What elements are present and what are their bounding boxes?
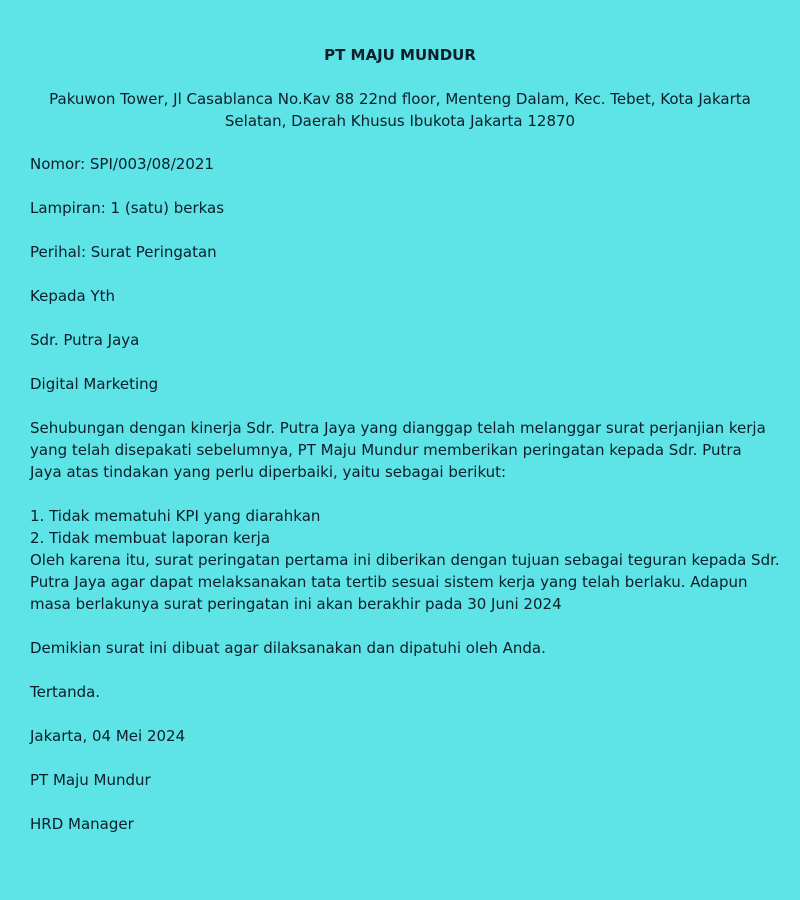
signer-company: PT Maju Mundur [30, 771, 151, 789]
address-line: Pakuwon Tower, Jl Casablanca No.Kav 88 22nd floor, Menteng Dalam, Kec. Tebet, Kota Jakarta [49, 90, 751, 108]
attachment: Lampiran: 1 (satu) berkas [30, 199, 225, 217]
recipient-name: Sdr. Putra Jaya [30, 331, 140, 349]
violation-item: 1. Tidak mematuhi KPI yang diarahkan [30, 507, 321, 525]
recipient-position: Digital Marketing [30, 375, 159, 393]
paragraph-line: Oleh karena itu, surat peringatan pertama ini diberikan dengan tujuan sebagai teguran kepada Sdr. [30, 551, 780, 569]
paragraph-line: Sehubungan dengan kinerja Sdr. Putra Jaya yang dianggap telah melanggar surat perjanjian kerja [30, 419, 766, 437]
subject: Perihal: Surat Peringatan [30, 243, 217, 261]
paragraph-line: yang telah disepakati sebelumnya, PT Maju Mundur memberikan peringatan kepada Sdr. Putra [30, 441, 742, 459]
letter-number: Nomor: SPI/003/08/2021 [30, 155, 214, 173]
paragraph-line: masa berlakunya surat peringatan ini akan berakhir pada 30 Juni 2024 [30, 595, 562, 613]
company-title: PT MAJU MUNDUR [324, 46, 476, 64]
opening-paragraph [30, 417, 790, 483]
consequence-paragraph [30, 549, 790, 615]
closing-sentence: Demikian surat ini dibuat agar dilaksanakan dan dipatuhi oleh Anda. [30, 639, 546, 657]
company-address [0, 88, 800, 132]
address-line: Selatan, Daerah Khusus Ibukota Jakarta 12870 [224, 112, 576, 130]
paragraph-line: Jaya atas tindakan yang perlu diperbaiki, yaitu sebagai berikut: [30, 463, 507, 481]
signer-title: HRD Manager [30, 815, 134, 833]
place-date: Jakarta, 04 Mei 2024 [30, 727, 186, 745]
violation-item: 2. Tidak membuat laporan kerja [30, 529, 271, 547]
salutation: Kepada Yth [30, 287, 116, 305]
signoff: Tertanda. [30, 683, 101, 701]
paragraph-line: Putra Jaya agar dapat melaksanakan tata tertib sesuai sistem kerja yang telah berlaku. Adapun [30, 573, 748, 591]
violations-list [30, 505, 790, 549]
